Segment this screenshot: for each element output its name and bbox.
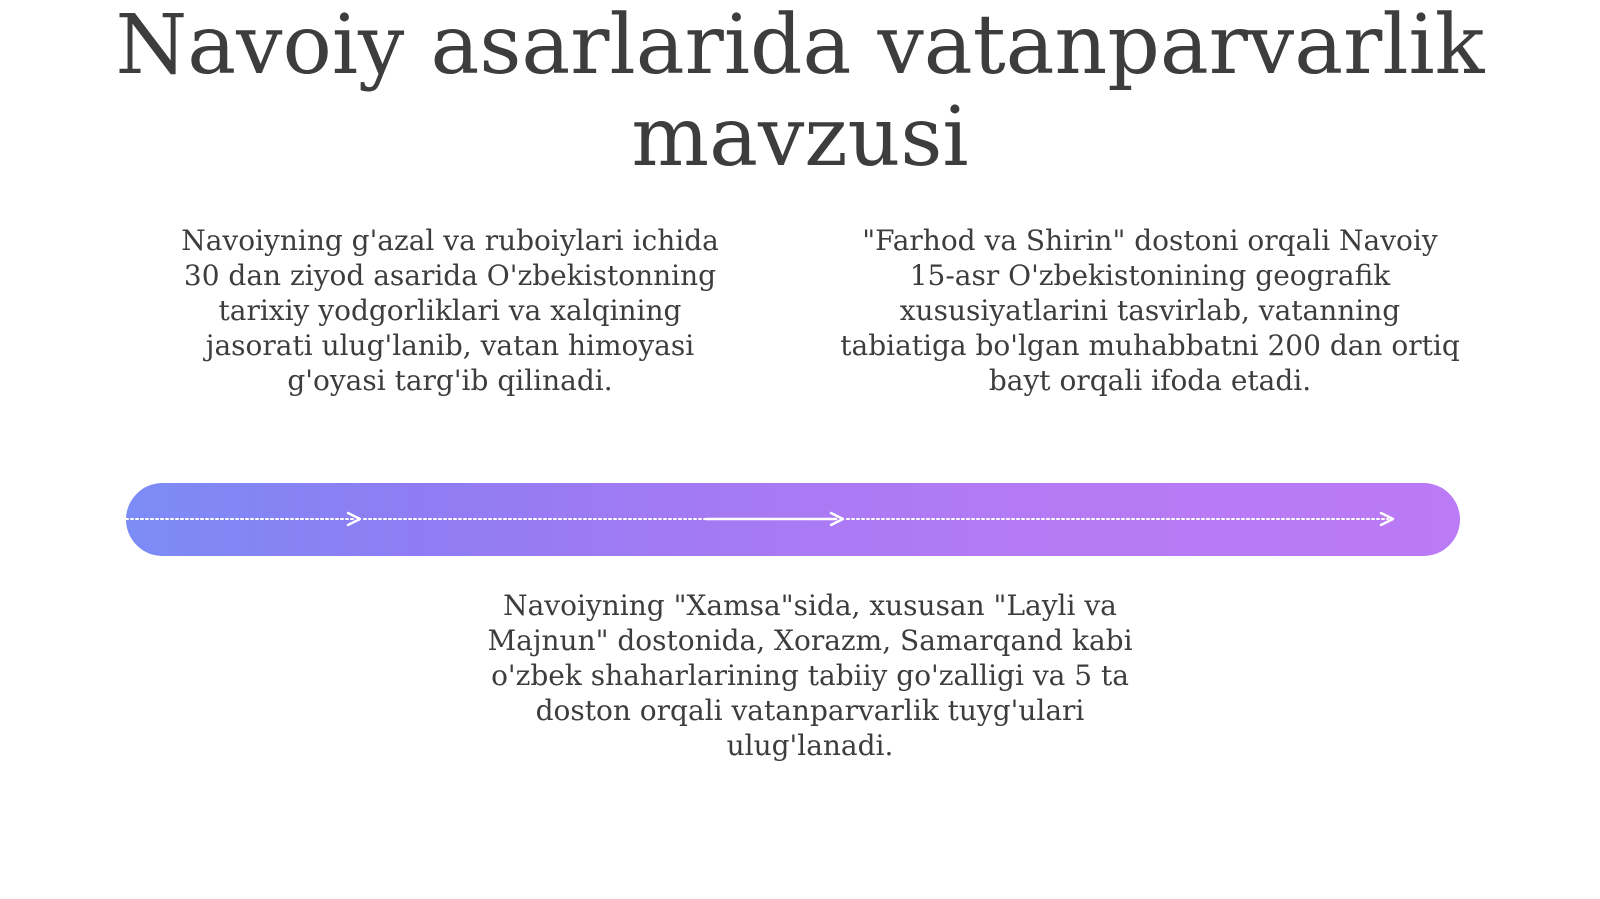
timeline-arrows (126, 483, 1460, 556)
text-block-right: "Farhod va Shirin" dostoni orqali Navoiy 15-asr O'zbekistonining geografik xususiyatlarini tasvirlab, vatanning tabiatiga bo'lgan muhabbatni 200 dan ortiq bayt orqali ifoda etadi. (840, 224, 1460, 397)
timeline-bar (126, 483, 1460, 556)
page-title: Navoiy asarlarida vatanparvarlik mavzusi (115, 0, 1485, 185)
text-block-bottom: Navoiyning "Xamsa"sida, xususan "Layli va Majnun" dostonida, Xorazm, Samarqand kabi o'zbek shaharlarining tabiiy go'zalligi va 5 ta doston orqali vatanparvarlik tuyg'ulari ulug'lanadi. (487, 589, 1133, 762)
text-block-left: Navoiyning g'azal va ruboiylari ichida 30 dan ziyod asarida O'zbekistonning tarixiy yodgorliklari va xalqining jasorati ulug'lanib, vatan himoyasi g'oyasi targ'ib qilinadi. (181, 224, 719, 397)
